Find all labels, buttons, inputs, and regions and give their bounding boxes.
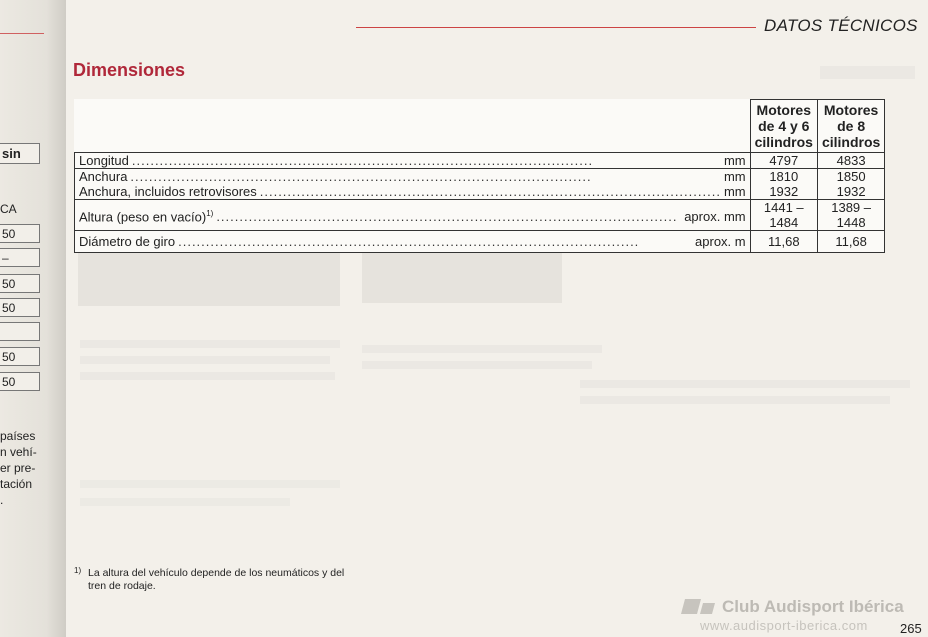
column-header: Motores de 4 y 6 cilindros — [750, 100, 817, 153]
show-through-text — [80, 372, 335, 380]
page-header-title: DATOS TÉCNICOS — [764, 16, 918, 35]
row-label-cell — [75, 231, 751, 253]
table-row — [75, 169, 885, 200]
footnote-ref: 1) — [206, 208, 214, 218]
table-header-row — [75, 100, 885, 153]
row-unit: aprox. mm — [684, 209, 746, 225]
strip-item: CA — [0, 202, 17, 216]
value-cell: 1389 – 1448 — [817, 200, 884, 231]
value-cell: 4797 — [750, 153, 817, 169]
row-label-cell — [75, 200, 751, 231]
show-through-heading — [820, 66, 915, 79]
value-line: 1850 — [836, 169, 866, 184]
section-title: Dimensiones — [73, 60, 186, 80]
row-unit: mm — [723, 153, 746, 168]
value-cell: 1441 – 1484 — [750, 200, 817, 231]
row-label-cell — [75, 153, 751, 169]
table-row — [75, 200, 885, 231]
watermark-name: Club Audisport Ibérica — [722, 597, 904, 616]
show-through-text — [80, 480, 340, 488]
leader-dots: .................................................................................................... — [131, 153, 594, 168]
value-cell: 11,68 — [750, 231, 817, 253]
row-unit: mm — [723, 184, 746, 199]
watermark-url: www.audisport-iberica.com — [700, 618, 868, 633]
row-label: Anchura, incluidos retrovisores — [79, 184, 257, 199]
header-empty-cell — [75, 100, 751, 153]
leader-dots: .................................................................................................... — [216, 209, 678, 225]
value-cell — [750, 169, 817, 200]
row-unit: mm — [723, 169, 746, 184]
leader-dots: .................................................................................................... — [130, 169, 592, 184]
footnote-mark: 1) — [74, 566, 82, 575]
value-cell — [817, 169, 884, 200]
page-number: 265 — [900, 621, 922, 636]
header-rule-left — [0, 33, 44, 34]
show-through-text — [80, 340, 340, 348]
strip-item: 50 — [0, 224, 40, 243]
strip-text-line: países — [0, 429, 36, 443]
adjacent-page-strip — [0, 0, 66, 637]
strip-text-line: . — [0, 493, 4, 507]
row-label: Diámetro de giro — [79, 234, 176, 249]
value-line: 1932 — [769, 184, 799, 199]
header-rule — [356, 27, 756, 28]
strip-heading: sin — [0, 143, 40, 164]
strip-item: 50 — [0, 298, 40, 317]
strip-item: 50 — [0, 347, 40, 366]
value-line: 1932 — [836, 184, 866, 199]
leader-dots: .................................................................................................... — [259, 184, 721, 199]
strip-item — [0, 322, 40, 341]
show-through-text — [80, 356, 330, 364]
strip-item: 50 — [0, 274, 40, 293]
value-line: 1810 — [769, 169, 799, 184]
show-through-text — [80, 498, 290, 506]
dimensions-table — [74, 99, 885, 253]
value-cell: 4833 — [817, 153, 884, 169]
footnote — [74, 567, 358, 593]
row-label: Longitud — [79, 153, 129, 168]
strip-text-line: er pre- — [0, 461, 36, 475]
table-row — [75, 153, 885, 169]
row-unit: aprox. m — [695, 234, 746, 249]
watermark-logo-icon — [681, 599, 715, 614]
table-row — [75, 231, 885, 253]
show-through-text — [362, 361, 592, 369]
row-label-text: Altura (peso en vacío) — [79, 209, 207, 225]
row-label-cell — [75, 169, 751, 200]
row-label — [79, 206, 213, 224]
strip-item: 50 — [0, 372, 40, 391]
show-through-text — [362, 345, 602, 353]
strip-text-line: tación — [0, 477, 33, 491]
show-through-text — [580, 396, 890, 404]
show-through-text — [580, 380, 910, 388]
footnote-text: La altura del vehículo depende de los neumáticos y del tren de rodaje. — [88, 567, 345, 592]
leader-dots: .................................................................................................... — [178, 234, 640, 249]
row-label: Anchura — [79, 169, 128, 184]
column-header: Motores de 8 cilindros — [817, 100, 884, 153]
strip-text-line: n vehí- — [0, 445, 37, 459]
strip-item: – — [0, 248, 40, 267]
value-cell: 11,68 — [817, 231, 884, 253]
